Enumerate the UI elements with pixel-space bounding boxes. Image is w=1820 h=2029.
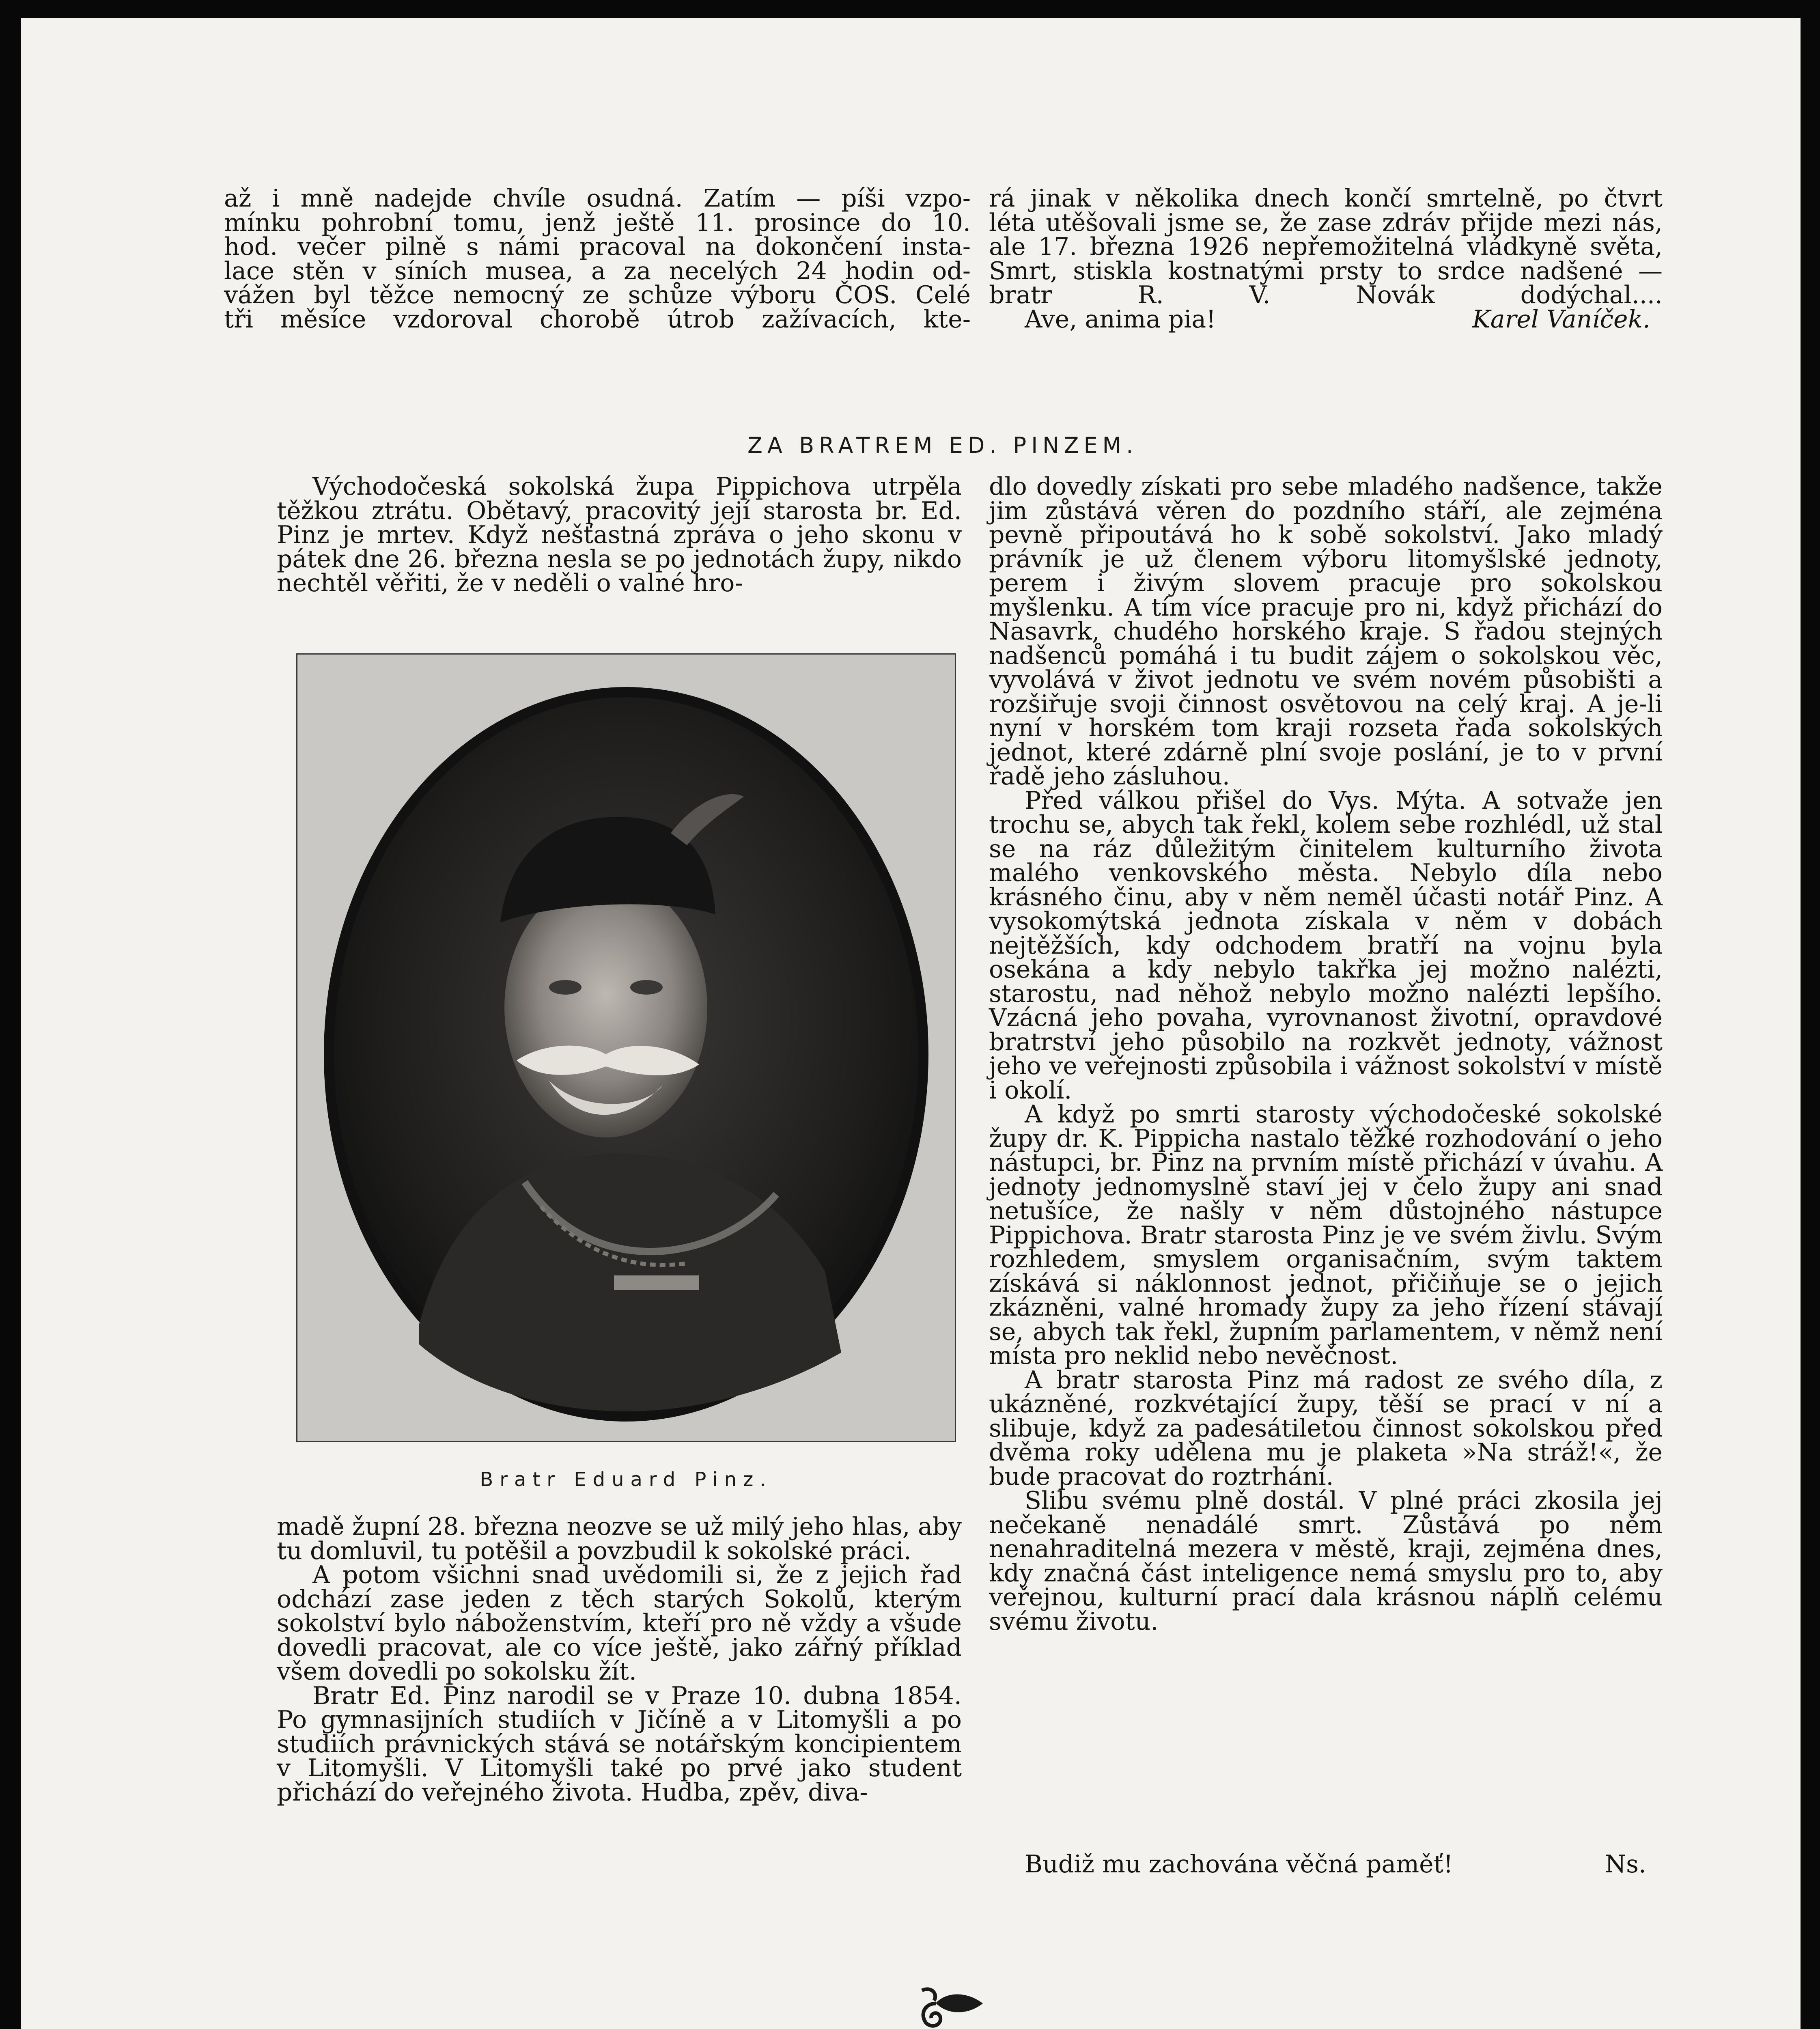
text-line: tři měsíce vzdoroval chorobě útrob zažívacích, kte-: [224, 305, 971, 334]
closing-signature: Ns.: [1605, 1850, 1646, 1878]
paragraph: A bratr starosta Pinz má radost ze svého díla, z ukázněné, rozkvétající župy, těší se prací v ní a slibuje, když za padesátiletou činnost sokolskou před dvěma roky udělena mu je plaketa »Na stráž!«, že bude pracovat do roztrhání.: [989, 1366, 1663, 1491]
text-line: léta utěšovali jsme se, že zase zdráv přijde mezi nás,: [989, 208, 1663, 237]
paragraph: dlo dovedly získati pro sebe mladého nadšence, takže jim zůstává věren do pozdního stáří, ale zejména pevně připoutává ho k sobě sokolství. Jako mladý právník je už členem výboru litomyšlské jednoty, perem i živým slovem pracuje pro sokolskou myšlenku. A tím více pracuje pro ni, když přichází do Nasavrk, chudého horského kraje. S řadou stejných nadšenců pomáhá i tu budit zájem o sokolskou věc, vyvolává v život jednotu ve svém novém působišti a rozšiřuje svoji činnost osvětovou na celý kraj. A je-li nyní v horském tom kraji rozseta řada sokolských jednot, které zdárně plní svoje poslání, je to v první řadě jeho zásluhou.: [989, 472, 1663, 790]
previous-article-right-lines: [989, 184, 1663, 309]
intro-text: Východočeská sokolská župa Pippichova utrpěla těžkou ztrátu. Obětavý, pracovitý její starosta br. Ed. Pinz je mrtev. Když nešťastná zpráva o jeho skonu v pátek dne 26. března nesla se po jednotách župy, nikdo nechtěl věřiti, že v neděli o valné hro-: [277, 472, 962, 597]
article-intro-paragraph: [277, 472, 962, 597]
text-line: až i mně nadejde chvíle osudná. Zatím — píši vzpo-: [224, 184, 971, 213]
closing-phrase: Ave, anima pia!: [1025, 305, 1216, 334]
article-right-column: [989, 472, 1663, 1636]
closing-line: [989, 1852, 1663, 1877]
paragraph: Před válkou přišel do Vys. Mýta. A sotvaže jen trochu se, abych tak řekl, kolem sebe rozhlédl, už stal se na ráz důležitým činitelem kulturního života malého venkovského města. Nebylo díla nebo krásného činu, aby v něm neměl účasti notář Pinz. A vysokomýtská jednota získala v něm v dobách nejtěžších, kdy odchodem bratří na vojnu byla osekána a kdy nebylo takřka jej možno nalézti, starostu, nad něhož nebylo možno nalézti lepšího. Vzácná jeho povaha, vyrovnanost životní, opravdové bratrství jeho působilo na rozkvět jednoty, vážnost jeho ve veřejnosti způsobila i vážnost sokolství v místě i okolí.: [989, 786, 1663, 1105]
photo-caption: Bratr Eduard Pinz.: [480, 1468, 773, 1491]
paragraph: A potom všichni snad uvědomili si, že z jejich řad odchází zase jeden z těch starých Sokolů, kterým sokolství bylo náboženstvím, kteří pro ně vždy a všude dovedli pracovat, ale co více ještě, jako zářný příklad všem dovedli po sokolsku žít.: [277, 1561, 962, 1686]
previous-article-right-column: [989, 184, 1663, 334]
text-line: Smrt, stiskla kostnatými prsty to srdce nadšené —: [989, 256, 1663, 285]
text-line: hod. večer pilně s námi pracoval na dokončení insta-: [224, 233, 971, 261]
text-line: bratr R. V. Novák dodýchal....: [989, 281, 1663, 309]
text-line: vážen byl těžce nemocný ze schůze výboru ČOS. Celé: [224, 281, 971, 309]
paragraph: Bratr Ed. Pinz narodil se v Praze 10. dubna 1854. Po gymnasijních studiích v Jičíně a v Litomyšli a po studiích právnických stává se notářským koncipientem v Litomyšli. V Litomyšli také po prvé jako student přichází do veřejného života. Hudba, zpěv, diva-: [277, 1681, 962, 1807]
portrait-image: [297, 655, 955, 1441]
article-heading: ZA BRATREM ED. PINZEM.: [747, 433, 1138, 458]
previous-article-left-column: [224, 184, 971, 334]
article-left-column: [277, 1512, 962, 1807]
author-signature: Karel Vaníček.: [1472, 305, 1650, 334]
text-line: mínku pohrobní tomu, jenž ještě 11. prosince do 10.: [224, 208, 971, 237]
article-closing: [989, 1852, 1663, 1877]
text-line: lace stěn v síních musea, a za necelých 24 hodin od-: [224, 256, 971, 285]
previous-article-closing: [989, 305, 1663, 334]
document-page: [21, 18, 1801, 2029]
text-line: ale 17. března 1926 nepřemožitelná vládkyně světa,: [989, 233, 1663, 261]
portrait-photo: [296, 653, 956, 1442]
paragraph: madě župní 28. března neozve se už milý jeho hlas, aby tu domluvil, tu potěšil a povzbudil k sokolské práci.: [277, 1512, 962, 1565]
paragraph: A když po smrti starosty východočeské sokolské župy dr. K. Pippicha nastalo těžké rozhodování o jeho nástupci, br. Pinz na prvním místě přichází v úvahu. A jednoty jednomyslně staví jej v čelo župy ani snad netušíce, že našly v něm důstojného nástupce Pippichova. Bratr starosta Pinz je ve svém živlu. Svým rozhledem, smyslem organisačním, svým taktem získává si náklonnost jednot, přičiňuje se o jejich zkázněni, valné hromady župy za jeho řízení stávají se, abych tak řekl, župním parlamentem, v němž není místa pro neklid nebo nevěčnost.: [989, 1100, 1663, 1370]
closing-text: Budiž mu zachována věčná paměť!: [1025, 1850, 1453, 1878]
text-line: rá jinak v několika dnech končí smrtelně, po čtvrt: [989, 184, 1663, 213]
paragraph: Slibu svému plně dostál. V plné práci zkosila jej nečekaně nenadálé smrt. Zůstává po něm nenahraditelná mezera v městě, kraji, zejména dnes, kdy značná část inteligence nemá smyslu pro to, aby veřejnou, kulturní prací dala krásnou náplň celému svému životu.: [989, 1486, 1663, 1636]
leaf-ornament-icon: [908, 1978, 989, 2029]
